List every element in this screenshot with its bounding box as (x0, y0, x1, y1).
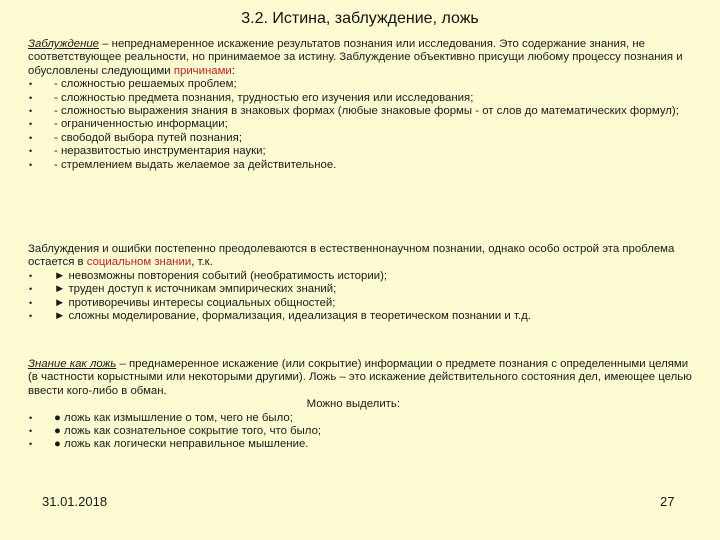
lie-definition-text: – преднамеренное искажение (или сокрытие) информации о предмете познания с определенными целями (в частности корыстными или некоторыми другими). Ложь – это искажение действительного состояния дел, имеющее целью ввести кого-либо в обман. (28, 358, 692, 397)
bullet-icon: • (29, 412, 33, 423)
social-intro-tail: , т.к. (191, 256, 213, 269)
bullet-icon: • (29, 92, 33, 103)
social-knowledge-highlight: социальном знании (86, 256, 192, 269)
list-item: • - ограниченностью информации; (29, 118, 228, 131)
footer-page-number: 27 (660, 494, 675, 509)
bullet-icon: • (29, 284, 33, 295)
reasons-word: причинами (173, 64, 232, 77)
bullet-icon: • (29, 159, 33, 170)
bullet-icon: • (29, 119, 33, 130)
error-definition-text: – непреднамеренное искажение результатов познания или исследования. Это содержание знания, не соответствующее реальности, но принимаемое за истину. Заблуждение объективно присущи любому процессу познания и обусловлены следующими (28, 38, 683, 77)
lie-types-list (28, 412, 700, 452)
section-lie (28, 358, 700, 452)
list-item: • ► противоречивы интересы социальных общностей; (29, 296, 336, 309)
error-reasons-list (28, 78, 700, 172)
footer-date: 31.01.2018 (42, 494, 108, 509)
bullet-icon: • (29, 311, 33, 322)
section-error (28, 38, 700, 172)
bullet-icon: • (29, 146, 33, 157)
social-intro (28, 243, 700, 270)
list-item: • - сложностью решаемых проблем; (29, 78, 237, 91)
list-item: • - стремлением выдать желаемое за действительное. (29, 158, 337, 171)
list-item: • ● ложь как измышление о том, чего не было; (29, 411, 293, 424)
bullet-icon: • (29, 106, 33, 117)
reasons-colon: : (231, 64, 235, 77)
list-item: • - свободой выбора путей познания; (29, 131, 242, 144)
list-item: • - неразвитостью инструментария науки; (29, 145, 266, 158)
bullet-icon: • (29, 132, 33, 143)
list-item: • ► труден доступ к источникам эмпирических знаний; (29, 283, 337, 296)
bullet-icon: • (29, 270, 33, 281)
social-reasons-list (28, 270, 700, 324)
social-intro-text: Заблуждения и ошибки постепенно преодолеваются в естественнонаучном познании, однако особо острой эта проблема остается в (28, 243, 675, 269)
error-term: Заблуждение (28, 38, 100, 50)
slide-title: 3.2. Истина, заблуждение, ложь (241, 10, 479, 27)
list-item: • ► невозможны повторения событий (необратимость истории); (29, 269, 388, 282)
list-item: • ► сложны моделирование, формализация, идеализация в теоретическом познании и т.д. (29, 310, 531, 323)
bullet-icon: • (29, 426, 33, 437)
error-definition (28, 38, 700, 78)
list-item: • - сложностью выражения знания в знаковых формах (любые знаковые формы - от слов до математических формул); (29, 105, 679, 118)
lie-term: Знание как ложь (28, 358, 117, 370)
lie-definition (28, 358, 700, 398)
lie-subhead: Можно выделить: (306, 398, 400, 411)
bullet-icon: • (29, 79, 33, 90)
section-social-knowledge (28, 243, 700, 323)
bullet-icon: • (29, 439, 33, 450)
bullet-icon: • (29, 297, 33, 308)
list-item: • - сложностью предмета познания, трудностью его изучения или исследования; (29, 91, 474, 104)
list-item: • ● ложь как логически неправильное мышление. (29, 438, 309, 451)
list-item: • ● ложь как сознательное сокрытие того, что было; (29, 425, 322, 438)
